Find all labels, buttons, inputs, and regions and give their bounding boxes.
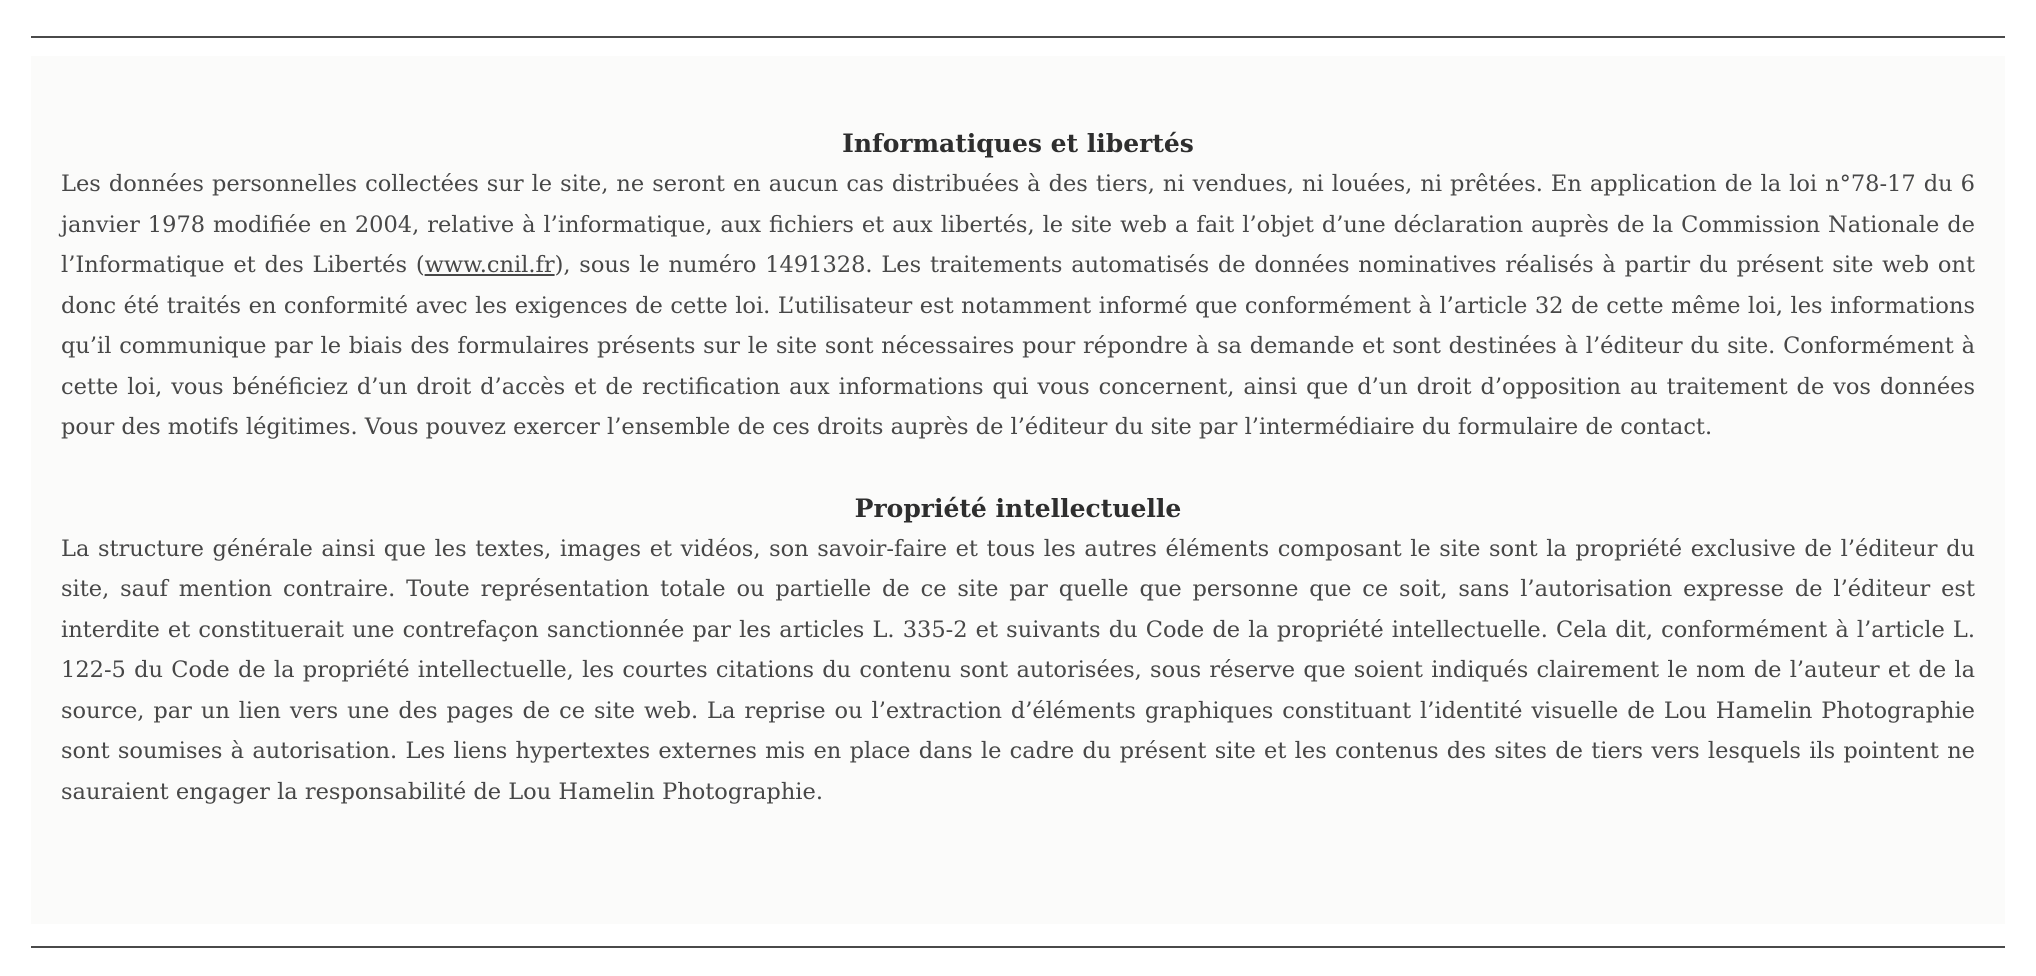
section-propriete-intellectuelle	[61, 489, 1975, 813]
section-title-propriete-intellectuelle: Propriété intellectuelle	[854, 493, 1182, 523]
cnil-link[interactable]: www.cnil.fr	[424, 252, 555, 278]
top-divider	[31, 36, 2005, 38]
section-body-propriete-intellectuelle: La structure générale ainsi que les textes, images et vidéos, son savoir-faire et tous les autres éléments composant le site sont la propriété exclusive de l’éditeur du site, sauf mention contraire. Toute représentation totale ou partielle de ce site par quelle que personne que ce soit, sans l’autorisation expresse de l’éditeur est interdite et constituerait une contrefaçon sanctionnée par les articles L. 335-2 et suivants du Code de la propriété intellectuelle. Cela dit, conformément à l’article L. 122-5 du Code de la propriété intellectuelle, les courtes citations du contenu sont autorisées, sous réserve que soient indiqués clairement le nom de l’auteur et de la source, par un lien vers une des pages de ce site web. La reprise ou l’extraction d’éléments graphiques constituant l’identité visuelle de Lou Hamelin Photographie sont soumises à autorisation. Les liens hypertextes externes mis en place dans le cadre du présent site et les contenus des sites de tiers vers lesquels ils pointent ne sauraient engager la responsabilité de Lou Hamelin Photographie.	[61, 535, 1975, 805]
body-text-after-link: ), sous le numéro 1491328. Les traitements automatisés de données nominatives réalisés à partir du présent site web ont donc été traités en conformité avec les exigences de cette loi. L’utilisateur est notamment informé que conformément à l’article 32 de cette même loi, les informations qu’il communique par le biais des formulaires présents sur le site sont nécessaires pour répondre à sa demande et sont destinées à l’éditeur du site. Conformément à cette loi, vous bénéficiez d’un droit d’accès et de rectification aux informations qui vous concernent, ainsi que d’un droit d’opposition au traitement de vos données pour des motifs légitimes. Vous pouvez exercer l’ensemble de ces droits auprès de l’éditeur du site par l’intermédiaire du formulaire de contact.	[61, 252, 1976, 440]
section-title-informatiques-libertes: Informatiques et libertés	[842, 129, 1194, 158]
section-informatiques-libertes	[61, 124, 1975, 448]
section-body-informatiques-libertes	[61, 164, 1975, 448]
bottom-divider	[31, 946, 2005, 948]
legal-content	[61, 124, 1975, 812]
body-text-before-link: Les données personnelles collectées sur le site, ne seront en aucun cas distribuées à des tiers, ni vendues, ni louées, ni prêtées. En application de la loi n°78-17 du 6 janvier 1978 modifiée en 2004, relative à l’informatique, aux fichiers et aux libertés, le site web a fait l’objet d’une déclaration auprès de la Commission Nationale de l’Informatique et des Libertés (	[61, 171, 1975, 278]
